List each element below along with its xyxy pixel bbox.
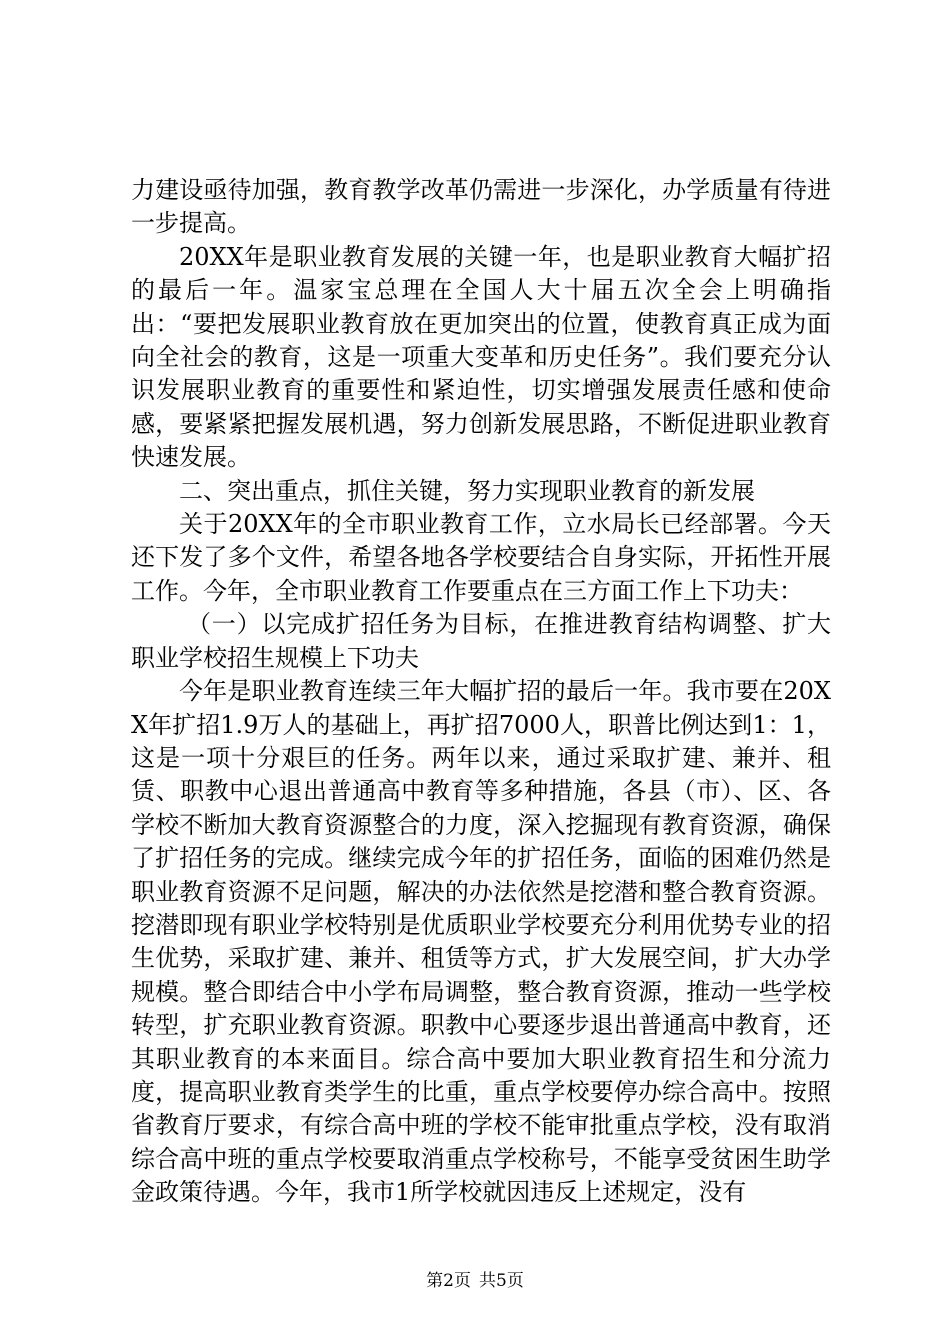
page-total: 共5页	[479, 1271, 524, 1291]
paragraph-3: 关于20XX年的全市职业教育工作，立水局长已经部署。今天还下发了多个文件，希望各地各学校要结合自身实际，开拓性开展工作。今年，全市职业教育工作要重点在三方面工作上下功夫：	[131, 510, 831, 605]
page-footer	[0, 1270, 950, 1292]
paragraph-2: 20XX年是职业教育发展的关键一年，也是职业教育大幅扩招的最后一年。温家宝总理在全国人大十届五次全会上明确指出：“要把发展职业教育放在更加突出的位置，使教育真正成为面向全社会的教育，这是一项重大变革和历史任务”。我们要充分认识发展职业教育的重要性和紧迫性，切实增强发展责任感和使命感，要紧紧把握发展机遇，努力创新发展思路，不断促进职业教育快速发展。	[131, 242, 831, 472]
section-heading: 二、突出重点，抓住关键，努力实现职业教育的新发展	[179, 476, 755, 505]
subsection-heading: （一）以完成扩招任务为目标，在推进教育结构调整、扩大职业学校招生规模上下功夫	[131, 610, 831, 672]
page-number: 第2页	[426, 1271, 471, 1291]
paragraph-1: 力建设亟待加强，教育教学改革仍需进一步深化，办学质量有待进一步提高。	[131, 176, 831, 238]
paragraph-4: 今年是职业教育连续三年大幅扩招的最后一年。我市要在20XX年扩招1.9万人的基础上，再扩招7000人，职普比例达到1：1，这是一项十分艰巨的任务。两年以来，通过采取扩建、兼并、租赁、职教中心退出普通高中教育等多种措施，各县（市）、区、各学校不断加大教育资源整合的力度，深入挖掘现有教育资源，确保了扩招任务的完成。继续完成今年的扩招任务，面临的困难仍然是职业教育资源不足问题，解决的办法依然是挖潜和整合教育资源。挖潜即现有职业学校特别是优质职业学校要充分利用优势专业的招生优势，采取扩建、兼并、租赁等方式，扩大发展空间，扩大办学规模。整合即结合中小学布局调整，整合教育资源，推动一些学校转型，扩充职业教育资源。职教中心要逐步退出普通高中教育，还其职业教育的本来面目。综合高中要加大职业教育招生和分流力度，提高职业教育类学生的比重，重点学校要停办综合高中。按照省教育厅要求，有综合高中班的学校不能审批重点学校，没有取消综合高中班的重点学校要取消重点学校称号，不能享受贫困生助学金政策待遇。今年，我市1所学校就因违反上述规定，没有	[131, 677, 831, 1207]
document-body	[131, 174, 831, 1210]
